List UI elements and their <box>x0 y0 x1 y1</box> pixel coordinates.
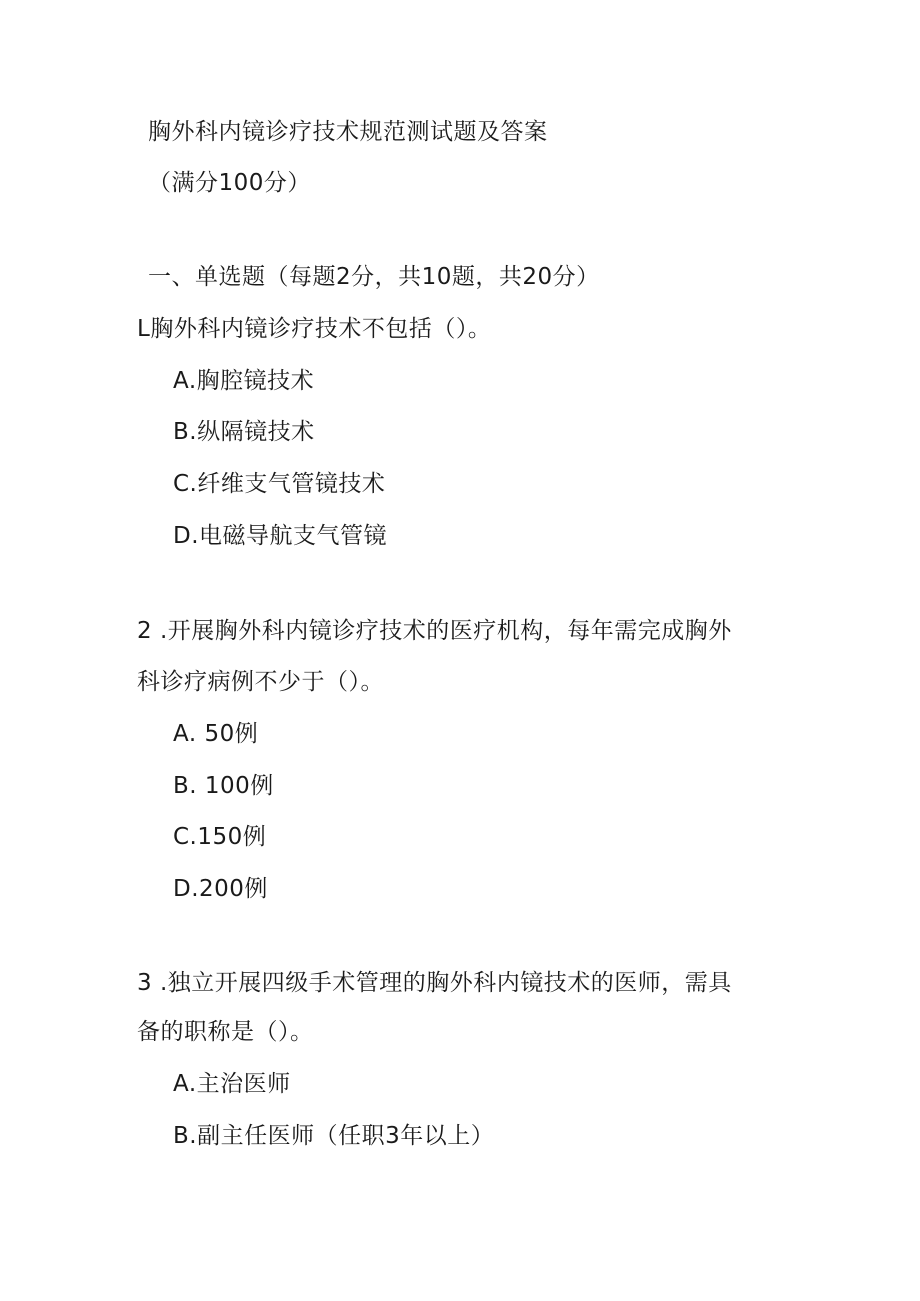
document-subtitle: （满分100分） <box>148 170 311 196</box>
question-1-option-d: D.电磁导航支气管镜 <box>173 523 388 549</box>
question-3-option-a: A.主治医师 <box>173 1071 291 1097</box>
question-1-option-c: C.纤维支气管镜技术 <box>173 471 386 497</box>
question-2-text-line-1: 2 .开展胸外科内镜诊疗技术的医疗机构，每年需完成胸外 <box>137 618 732 644</box>
question-2-option-b: B. 100例 <box>173 773 274 799</box>
question-2-option-a: A. 50例 <box>173 721 259 747</box>
document-title: 胸外科内镜诊疗技术规范测试题及答案 <box>148 119 548 145</box>
question-2-text-line-2: 科诊疗病例不少于（）。 <box>137 669 384 695</box>
question-2-option-d: D.200例 <box>173 876 268 902</box>
question-3-option-b: B.副主任医师（任职3年以上） <box>173 1123 495 1149</box>
question-3-text-line-1: 3 .独立开展四级手术管理的胸外科内镜技术的医师，需具 <box>137 970 732 996</box>
question-1-option-a: A.胸腔镜技术 <box>173 368 315 394</box>
question-1-text: L胸外科内镜诊疗技术不包括（）。 <box>137 316 492 342</box>
question-1-option-b: B.纵隔镜技术 <box>173 419 315 445</box>
question-3-text-line-2: 备的职称是（）。 <box>137 1019 314 1045</box>
section-heading: 一、单选题（每题2分，共10题，共20分） <box>148 264 600 290</box>
question-2-option-c: C.150例 <box>173 824 267 850</box>
